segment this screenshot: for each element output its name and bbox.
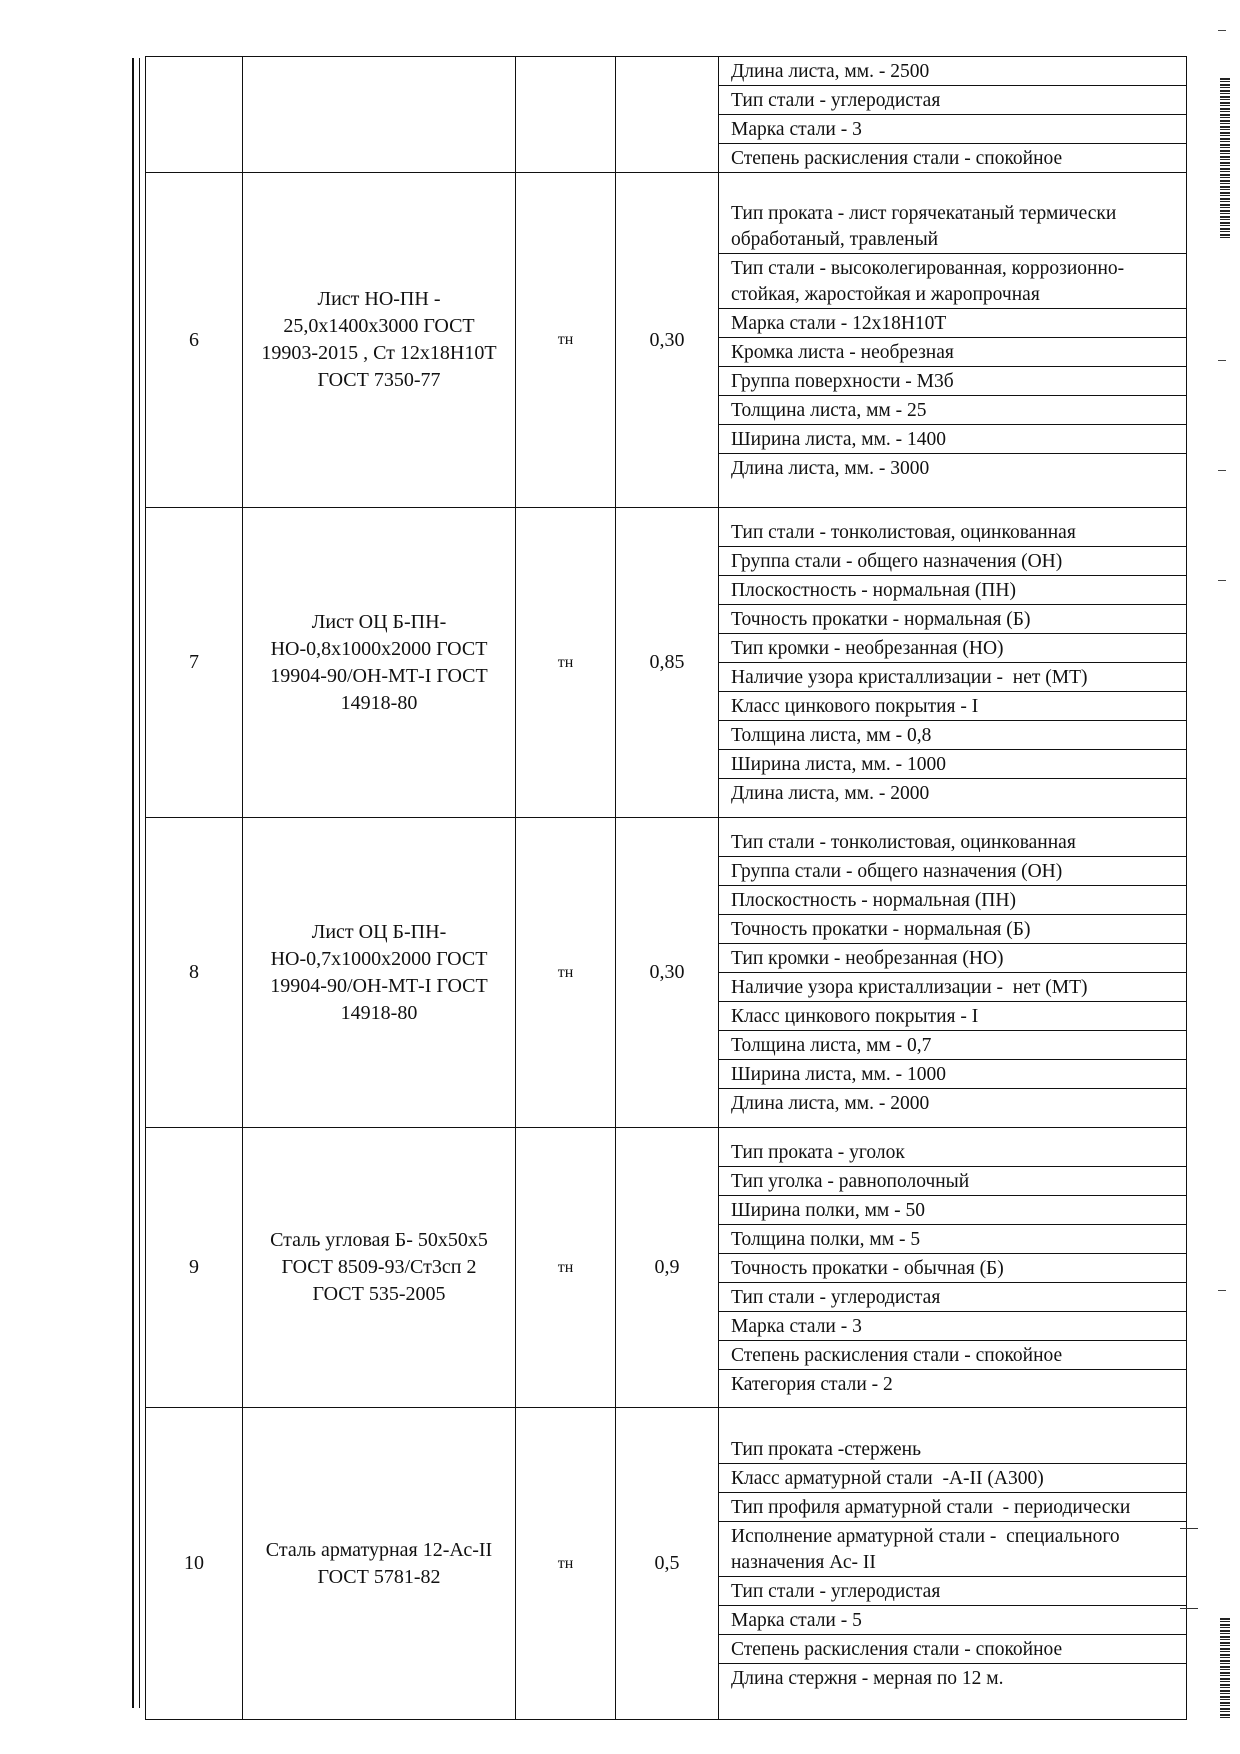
characteristics-list — [719, 518, 1186, 807]
characteristic-item: Тип стали - тонколистовая, оцинкованная — [719, 518, 1186, 547]
characteristic-item: Марка стали - 3 — [719, 1312, 1186, 1341]
unit-cell: тн — [516, 508, 616, 818]
scan-artefact — [1218, 1290, 1226, 1291]
characteristic-item: Точность прокатки - нормальная (Б) — [719, 915, 1186, 944]
characteristic-item: Толщина листа, мм - 0,7 — [719, 1031, 1186, 1060]
table-row — [146, 1408, 1187, 1720]
characteristics-cell — [719, 57, 1187, 173]
characteristic-item: Ширина листа, мм. - 1000 — [719, 750, 1186, 779]
characteristics-list — [719, 57, 1186, 172]
characteristic-item: Тип стали - углеродистая — [719, 1283, 1186, 1312]
table-row — [146, 1128, 1187, 1408]
product-name-cell: Сталь арматурная 12-Ас-II ГОСТ 5781-82 — [243, 1408, 516, 1720]
unit-cell: тн — [516, 1128, 616, 1408]
quantity-cell — [616, 57, 719, 173]
characteristic-item: Исполнение арматурной стали - специального назначения Ас- II — [719, 1522, 1186, 1577]
quantity-cell: 0,85 — [616, 508, 719, 818]
scan-artefact — [1180, 1608, 1198, 1609]
row-number-cell: 10 — [146, 1408, 243, 1720]
characteristics-cell — [719, 508, 1187, 818]
characteristic-item: Наличие узора кристаллизации - нет (МТ) — [719, 663, 1186, 692]
quantity-cell: 0,30 — [616, 173, 719, 508]
characteristic-item: Степень раскисления стали - спокойное — [731, 148, 1063, 169]
unit-cell: тн — [516, 1408, 616, 1720]
characteristics-cell — [719, 818, 1187, 1128]
row-number-cell: 6 — [146, 173, 243, 508]
characteristics-cell — [719, 1408, 1187, 1720]
characteristic-item: Тип стали - углеродистая — [719, 86, 1186, 115]
characteristic-item: Длина листа, мм. - 2000 — [731, 783, 930, 804]
characteristic-item: Длина листа, мм. - 2000 — [731, 1093, 930, 1114]
characteristic-item: Тип уголка - равнополочный — [719, 1167, 1186, 1196]
characteristics-list — [719, 1138, 1186, 1398]
characteristic-item: Толщина листа, мм - 25 — [719, 396, 1186, 425]
scan-artefact — [1218, 580, 1226, 581]
characteristic-item: Класс арматурной стали -А-II (А300) — [719, 1464, 1186, 1493]
characteristic-item: Тип стали - высоколегированная, коррозионно-стойкая, жаростойкая и жаропрочная — [719, 254, 1186, 309]
left-margin-rule-inner — [139, 58, 140, 1708]
characteristic-item: Кромка листа - необрезная — [719, 338, 1186, 367]
row-number-cell — [146, 57, 243, 173]
characteristics-list — [719, 828, 1186, 1117]
characteristic-item: Марка стали - 12х18Н10Т — [719, 309, 1186, 338]
product-name-cell: Лист ОЦ Б-ПН-НО-0,7х1000х2000 ГОСТ 19904-90/ОН-МТ-I ГОСТ 14918-80 — [243, 818, 516, 1128]
characteristic-item: Тип кромки - необрезанная (НО) — [719, 944, 1186, 973]
characteristics-list — [719, 199, 1186, 482]
characteristic-item: Плоскостность - нормальная (ПН) — [719, 886, 1186, 915]
characteristic-item: Группа стали - общего назначения (ОН) — [719, 547, 1186, 576]
characteristic-item: Группа поверхности - М3б — [719, 367, 1186, 396]
unit-cell: тн — [516, 173, 616, 508]
table-row — [146, 508, 1187, 818]
characteristic-item: Ширина полки, мм - 50 — [719, 1196, 1186, 1225]
characteristic-item: Класс цинкового покрытия - I — [719, 692, 1186, 721]
characteristics-cell — [719, 173, 1187, 508]
characteristic-item: Толщина полки, мм - 5 — [719, 1225, 1186, 1254]
characteristic-item: Тип стали - тонколистовая, оцинкованная — [719, 828, 1186, 857]
characteristic-item: Толщина листа, мм - 0,8 — [719, 721, 1186, 750]
characteristic-item: Точность прокатки - нормальная (Б) — [719, 605, 1186, 634]
scan-artefact — [1218, 470, 1226, 471]
row-number-cell: 9 — [146, 1128, 243, 1408]
characteristic-item: Точность прокатки - обычная (Б) — [719, 1254, 1186, 1283]
characteristic-item: Плоскостность - нормальная (ПН) — [719, 576, 1186, 605]
row-number-cell: 8 — [146, 818, 243, 1128]
product-name-cell: Лист ОЦ Б-ПН-НО-0,8х1000х2000 ГОСТ 19904-90/ОН-МТ-I ГОСТ 14918-80 — [243, 508, 516, 818]
characteristic-item: Тип стали - углеродистая — [719, 1577, 1186, 1606]
quantity-cell: 0,5 — [616, 1408, 719, 1720]
table-row — [146, 818, 1187, 1128]
scan-barcode-mark — [1220, 1618, 1230, 1718]
specification-table — [145, 56, 1187, 1720]
characteristic-item: Класс цинкового покрытия - I — [719, 1002, 1186, 1031]
characteristic-item: Тип кромки - необрезанная (НО) — [719, 634, 1186, 663]
characteristic-item: Марка стали - 3 — [719, 115, 1186, 144]
quantity-cell: 0,30 — [616, 818, 719, 1128]
characteristic-item: Степень раскисления стали - спокойное — [719, 1341, 1186, 1370]
product-name-cell: Сталь угловая Б- 50х50х5 ГОСТ 8509-93/Ст3сп 2 ГОСТ 535-2005 — [243, 1128, 516, 1408]
scan-barcode-mark — [1220, 78, 1230, 238]
characteristics-list — [719, 1435, 1186, 1692]
characteristic-item: Тип профиля арматурной стали - периодически — [719, 1493, 1186, 1522]
unit-cell: тн — [516, 818, 616, 1128]
characteristic-item: Степень раскисления стали - спокойное — [719, 1635, 1186, 1664]
left-margin-rule — [132, 58, 134, 1708]
characteristic-item: Марка стали - 5 — [719, 1606, 1186, 1635]
characteristic-item: Длина листа, мм. - 2500 — [719, 57, 1186, 86]
characteristic-item: Категория стали - 2 — [731, 1373, 893, 1395]
table-row — [146, 173, 1187, 508]
unit-cell — [516, 57, 616, 173]
table-row — [146, 57, 1187, 173]
product-name-cell: Лист НО-ПН - 25,0х1400х3000 ГОСТ 19903-2015 , Ст 12х18Н10Т ГОСТ 7350-77 — [243, 173, 516, 508]
characteristic-item: Длина листа, мм. - 3000 — [731, 457, 930, 479]
characteristic-item: Длина стержня - мерная по 12 м. — [731, 1668, 1004, 1689]
characteristic-item: Тип проката - уголок — [719, 1138, 1186, 1167]
scan-artefact — [1218, 30, 1226, 31]
scan-artefact — [1218, 360, 1226, 361]
characteristic-item: Ширина листа, мм. - 1400 — [719, 425, 1186, 454]
characteristic-item: Ширина листа, мм. - 1000 — [719, 1060, 1186, 1089]
specification-table-body — [146, 57, 1187, 1720]
characteristic-item: Тип проката -стержень — [719, 1435, 1186, 1464]
product-name-cell — [243, 57, 516, 173]
row-number-cell: 7 — [146, 508, 243, 818]
characteristic-item: Группа стали - общего назначения (ОН) — [719, 857, 1186, 886]
quantity-cell: 0,9 — [616, 1128, 719, 1408]
characteristic-item: Тип проката - лист горячекатаный термически обработаный, травленый — [719, 199, 1186, 254]
characteristic-item: Наличие узора кристаллизации - нет (МТ) — [719, 973, 1186, 1002]
characteristics-cell — [719, 1128, 1187, 1408]
scan-artefact — [1180, 1528, 1198, 1529]
